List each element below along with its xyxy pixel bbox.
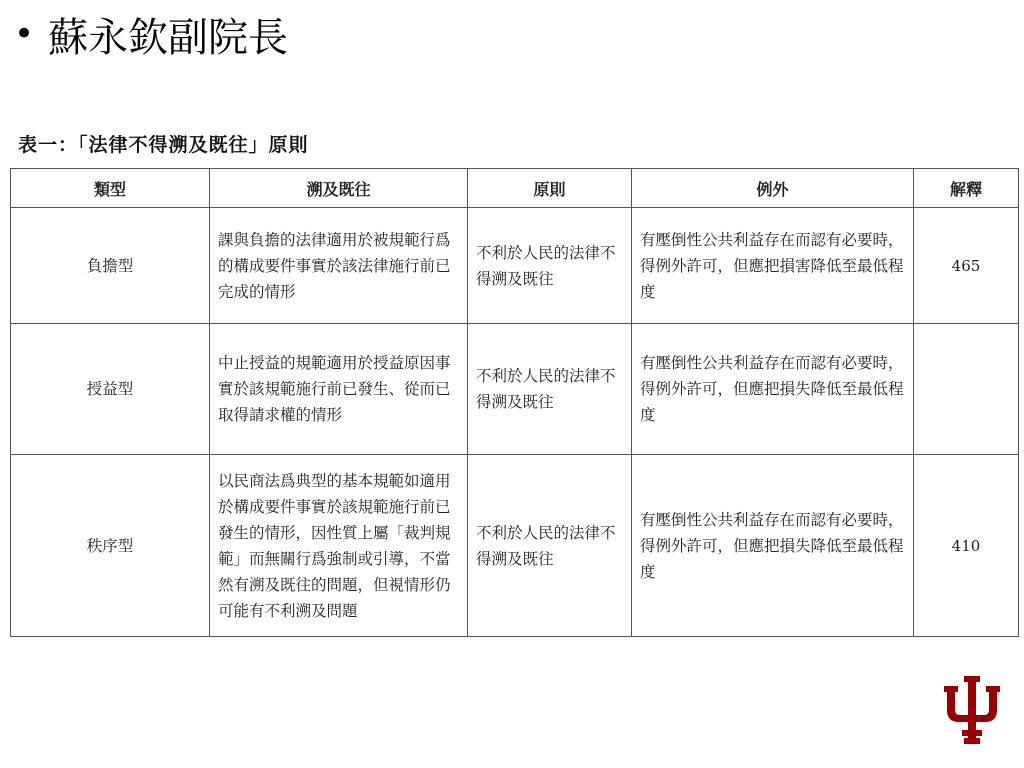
type-cell: 負擔型 xyxy=(11,208,210,324)
exception-cell: 有壓倒性公共利益存在而認有必要時，得例外許可，但應把損害降低至最低程度 xyxy=(632,208,914,324)
retroactive-cell: 以民商法爲典型的基本規範如適用於構成要件事實於該規範施行前已發生的情形，因性質上屬「裁判規範」而無關行爲強制或引導，不當然有溯及既往的問題，但視情形仍可能有不利溯及問題 xyxy=(210,455,468,637)
header-exception: 例外 xyxy=(632,169,914,208)
table-header-row xyxy=(11,169,1019,208)
interpretation-cell: 410 xyxy=(914,455,1019,637)
table-row xyxy=(11,455,1019,637)
interpretation-cell: 465 xyxy=(914,208,1019,324)
table-row xyxy=(11,324,1019,455)
header-interpretation: 解釋 xyxy=(914,169,1019,208)
slide-title-text: 蘇永欽副院長 xyxy=(48,14,289,61)
retroactive-cell: 課與負擔的法律適用於被規範行爲的構成要件事實於該法律施行前已完成的情形 xyxy=(210,208,468,324)
header-retroactive: 溯及既往 xyxy=(210,169,468,208)
table-caption: 表一：「法律不得溯及既往」原則 xyxy=(18,134,309,156)
exception-cell: 有壓倒性公共利益存在而認有必要時，得例外許可，但應把損失降低至最低程度 xyxy=(632,324,914,455)
principle-cell: 不利於人民的法律不得溯及既往 xyxy=(468,455,632,637)
principle-cell: 不利於人民的法律不得溯及既往 xyxy=(468,324,632,455)
interpretation-cell xyxy=(914,324,1019,455)
bullet-point: • xyxy=(14,14,35,54)
table-row xyxy=(11,208,1019,324)
exception-cell: 有壓倒性公共利益存在而認有必要時，得例外許可，但應把損失降低至最低程度 xyxy=(632,455,914,637)
header-principle: 原則 xyxy=(468,169,632,208)
indiana-university-trident-logo xyxy=(944,676,1000,744)
header-type: 類型 xyxy=(11,169,210,208)
principle-cell: 不利於人民的法律不得溯及既往 xyxy=(468,208,632,324)
type-cell: 授益型 xyxy=(11,324,210,455)
type-cell: 秩序型 xyxy=(11,455,210,637)
retroactive-cell: 中止授益的規範適用於授益原因事實於該規範施行前已發生、從而已取得請求權的情形 xyxy=(210,324,468,455)
retroactivity-principle-table xyxy=(10,168,1019,637)
slide-title xyxy=(14,6,288,62)
